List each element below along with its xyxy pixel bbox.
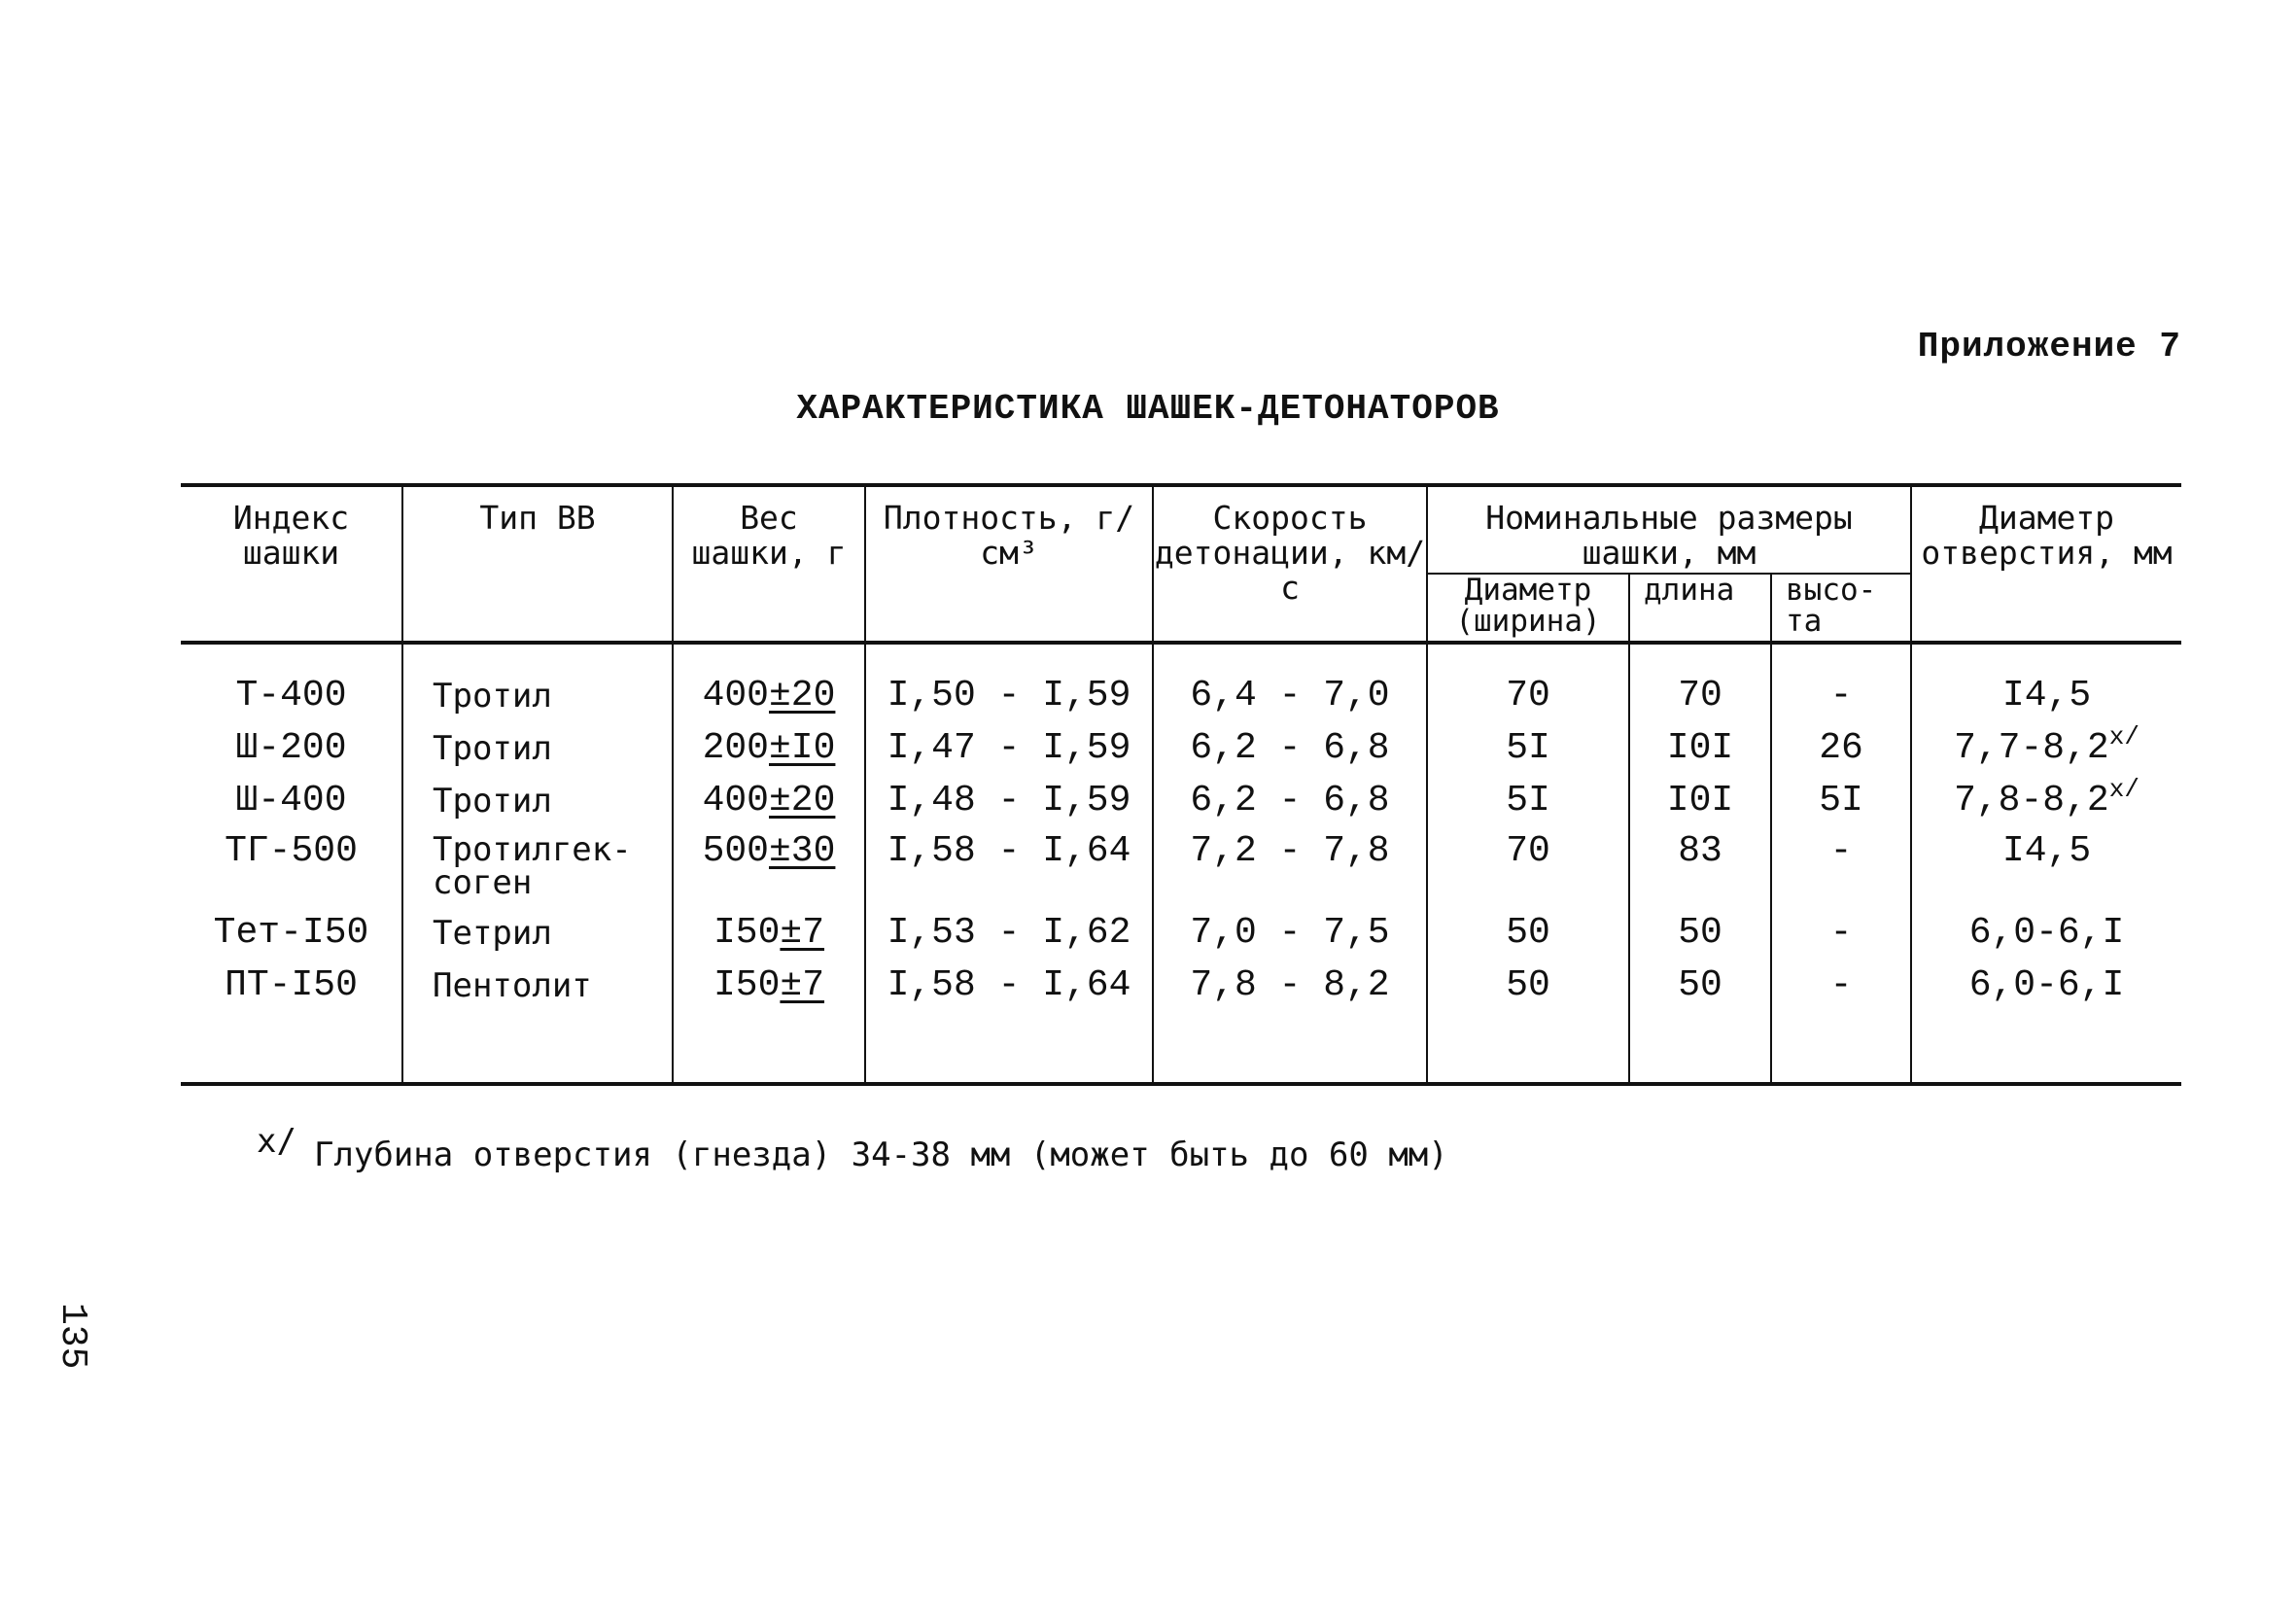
cell-type: Пентолит [402,960,673,1012]
table-row [181,907,2181,960]
cell-density: I,50 - I,59 [865,643,1153,722]
cell-type: Тетрил [402,907,673,960]
cell-hole: I4,5 [1911,827,2181,907]
header-diameter: Диаметр (ширина) [1427,574,1629,643]
hole-footnote-mark: x/ [2108,775,2139,804]
header-sizes-group: Номинальные размеры шашки, мм [1427,485,1911,574]
cell-diameter: 50 [1427,960,1629,1012]
footnote [257,1122,1448,1174]
header-index: Индекс шашки [181,485,402,643]
footnote-text: Глубина отверстия (гнезда) 34-38 мм (может быть до 60 мм) [313,1135,1448,1174]
cell-index: Т-400 [181,643,402,722]
cell-diameter: 70 [1427,827,1629,907]
table-row [181,827,2181,907]
cell-index: Ш-200 [181,722,402,775]
cell-length: I0I [1629,775,1771,827]
cell-speed: 7,2 - 7,8 [1153,827,1427,907]
header-hole: Диаметр отверстия, мм [1911,485,2181,643]
table-row [181,643,2181,722]
cell-hole: 6,0-6,I [1911,960,2181,1012]
cell-height: - [1771,643,1911,722]
header-type: Тип ВВ [402,485,673,643]
cell-length: 50 [1629,907,1771,960]
cell-hole: $7,8-8,2^{x/}$ [1911,775,2181,827]
characteristics-table [181,483,2181,1086]
cell-speed: 7,8 - 8,2 [1153,960,1427,1012]
cell-weight: 500±30 [673,827,865,907]
cell-height: - [1771,907,1911,960]
cell-density: I,58 - I,64 [865,960,1153,1012]
table-row [181,960,2181,1012]
cell-speed: 7,0 - 7,5 [1153,907,1427,960]
cell-density: I,47 - I,59 [865,722,1153,775]
cell-index: ТГ-500 [181,827,402,907]
cell-type: Тротил [402,643,673,722]
cell-type: Тротилгек-соген [402,827,673,907]
appendix-label: Приложение 7 [1917,327,2181,367]
cell-diameter: 5I [1427,722,1629,775]
cell-weight: 400±20 [673,775,865,827]
cell-diameter: 70 [1427,643,1629,722]
header-weight: Вес шашки, г [673,485,865,643]
cell-hole: 6,0-6,I [1911,907,2181,960]
cell-length: I0I [1629,722,1771,775]
cell-weight: I50±7 [673,907,865,960]
cell-length: 83 [1629,827,1771,907]
cell-length: 70 [1629,643,1771,722]
cell-index: ПТ-I50 [181,960,402,1012]
cell-weight: I50±7 [673,960,865,1012]
header-height: высо-та [1771,574,1911,643]
cell-speed: 6,4 - 7,0 [1153,643,1427,722]
header-density: Плотность, г/см³ [865,485,1153,643]
cell-hole: I4,5 [1911,643,2181,722]
cell-density: I,48 - I,59 [865,775,1153,827]
table-row [181,775,2181,827]
cell-density: I,58 - I,64 [865,827,1153,907]
cell-type: Тротил [402,775,673,827]
cell-weight: 400±20 [673,643,865,722]
cell-speed: 6,2 - 6,8 [1153,775,1427,827]
cell-index: Тет-I50 [181,907,402,960]
cell-density: I,53 - I,62 [865,907,1153,960]
cell-diameter: 5I [1427,775,1629,827]
cell-height: 26 [1771,722,1911,775]
table-header [181,485,2181,643]
cell-type: Тротил [402,722,673,775]
table-bottom-filler [181,1012,2181,1084]
cell-speed: 6,2 - 6,8 [1153,722,1427,775]
footnote-mark: x/ [257,1122,296,1161]
cell-index: Ш-400 [181,775,402,827]
table-row [181,722,2181,775]
cell-height: - [1771,960,1911,1012]
cell-diameter: 50 [1427,907,1629,960]
hole-footnote-mark: x/ [2108,722,2139,751]
header-speed: Скорость детонации, км/с [1153,485,1427,643]
header-length: длина [1629,574,1771,643]
cell-hole: $7,7-8,2^{x/}$ [1911,722,2181,775]
document-title: ХАРАКТЕРИСТИКА ШАШЕК-ДЕТОНАТОРОВ [796,389,1500,429]
cell-length: 50 [1629,960,1771,1012]
cell-height: 5I [1771,775,1911,827]
table-body [181,643,2181,1084]
page-number: 135 [52,1303,93,1370]
cell-weight: 200±I0 [673,722,865,775]
cell-height: - [1771,827,1911,907]
